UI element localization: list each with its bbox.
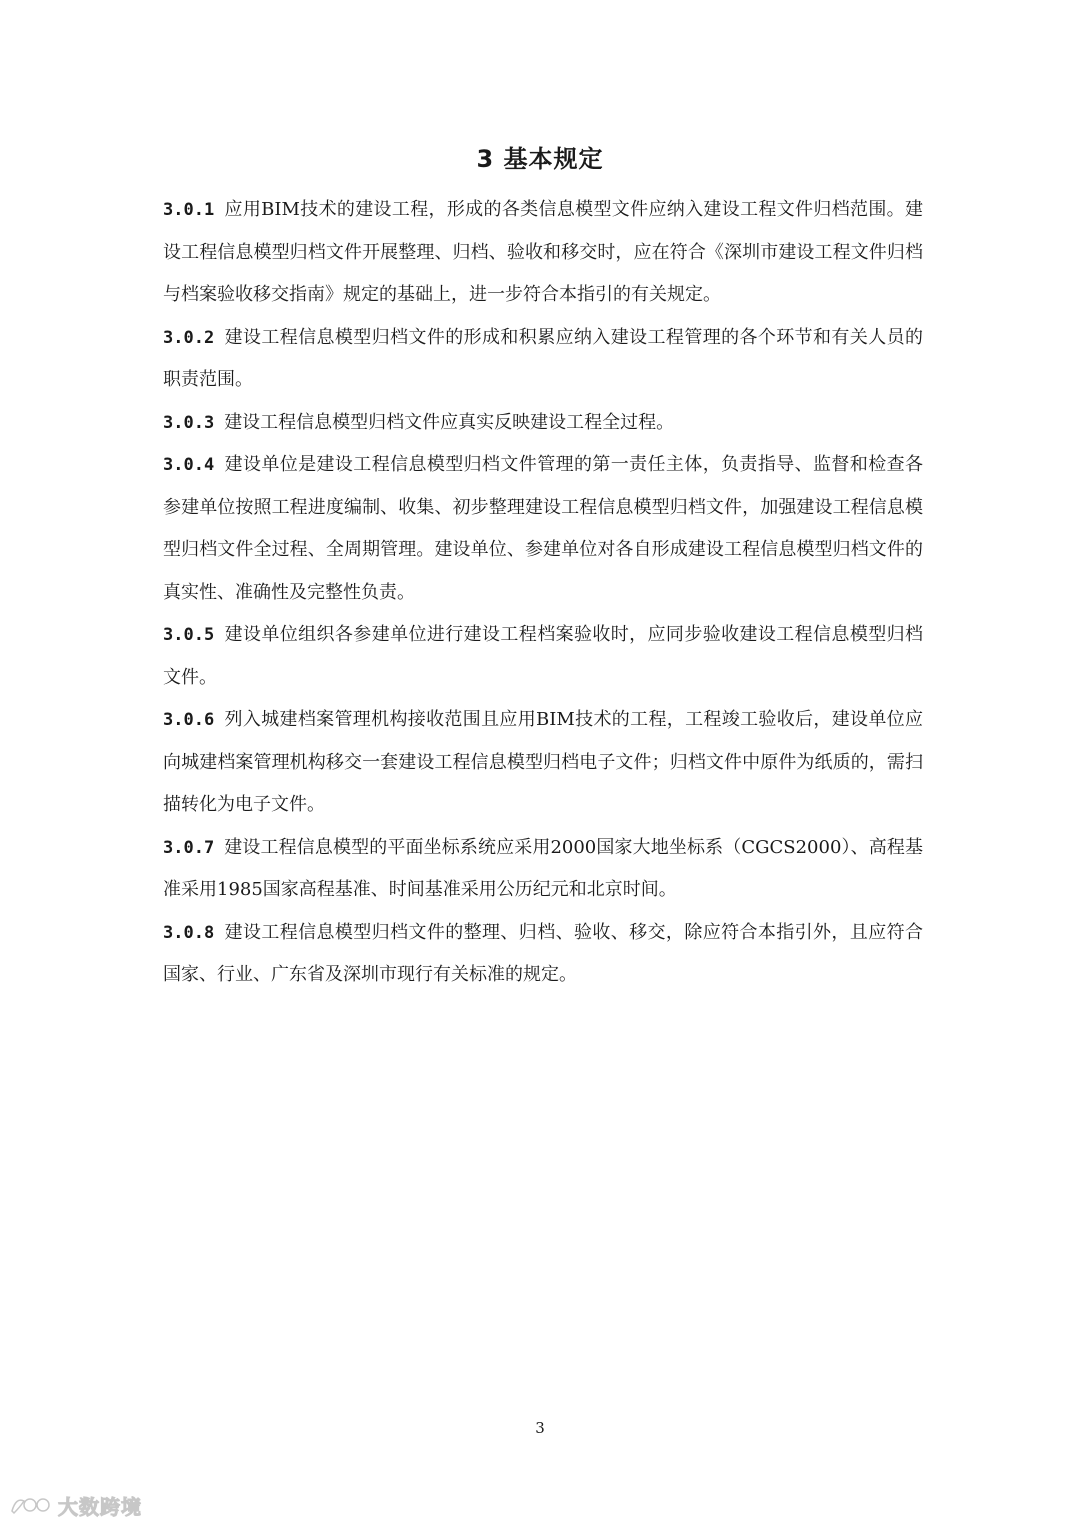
clause-text: 建设单位是建设工程信息模型归档文件管理的第一责任主体，负责指导、监督和检查各参建单位按照工程进度编制、收集、初步整理建设工程信息模型归档文件，加强建设工程信息模型归档文件全过程、全周期管理。建设单位、参建单位对各自形成建设工程信息模型归档文件的真实性、准确性及完整性负责。	[163, 454, 923, 603]
clause-3-0-8	[163, 912, 923, 997]
page-title: 3 基本规定	[476, 145, 604, 173]
clause-3-0-3	[163, 402, 923, 445]
brand-logo-icon	[8, 1493, 54, 1517]
clause-3-0-4	[163, 444, 923, 614]
watermark-text: 大数跨境	[58, 1494, 142, 1519]
clause-text: 建设工程信息模型归档文件的整理、归档、验收、移交，除应符合本指引外，且应符合国家、行业、广东省及深圳市现行有关标准的规定。	[163, 921, 923, 985]
clause-3-0-7	[163, 827, 923, 912]
clause-text: 建设工程信息模型归档文件的形成和积累应纳入建设工程管理的各个环节和有关人员的职责范围。	[163, 326, 923, 390]
clause-3-0-1	[163, 189, 923, 317]
clauses-body	[163, 189, 923, 997]
clause-3-0-6	[163, 699, 923, 827]
clause-3-0-2	[163, 317, 923, 402]
watermark	[8, 1490, 142, 1520]
clause-text: 应用BIM技术的建设工程，形成的各类信息模型文件应纳入建设工程文件归档范围。建设工程信息模型归档文件开展整理、归档、验收和移交时，应在符合《深圳市建设工程文件归档与档案验收移交指南》规定的基础上，进一步符合本指引的有关规定。	[163, 199, 923, 305]
clause-number: 3.0.8	[163, 922, 215, 943]
clause-number: 3.0.7	[163, 837, 215, 858]
page-number: 3	[535, 1419, 545, 1437]
clause-text: 建设单位组织各参建单位进行建设工程档案验收时，应同步验收建设工程信息模型归档文件。	[163, 624, 923, 688]
clause-text: 列入城建档案管理机构接收范围且应用BIM技术的工程，工程竣工验收后，建设单位应向城建档案管理机构移交一套建设工程信息模型归档电子文件；归档文件中原件为纸质的，需扫描转化为电子文件。	[163, 709, 923, 815]
clause-number: 3.0.1	[163, 200, 215, 220]
clause-number: 3.0.4	[163, 455, 215, 475]
clause-3-0-5	[163, 614, 923, 699]
clause-text: 建设工程信息模型归档文件应真实反映建设工程全过程。	[224, 411, 675, 433]
clause-number: 3.0.2	[163, 327, 215, 348]
clause-number: 3.0.5	[163, 625, 215, 645]
clause-text: 建设工程信息模型的平面坐标系统应采用2000国家大地坐标系（CGCS2000）、高程基准采用1985国家高程基准、时间基准采用公历纪元和北京时间。	[163, 836, 923, 900]
clause-number: 3.0.6	[163, 710, 215, 730]
clause-number: 3.0.3	[163, 412, 215, 433]
